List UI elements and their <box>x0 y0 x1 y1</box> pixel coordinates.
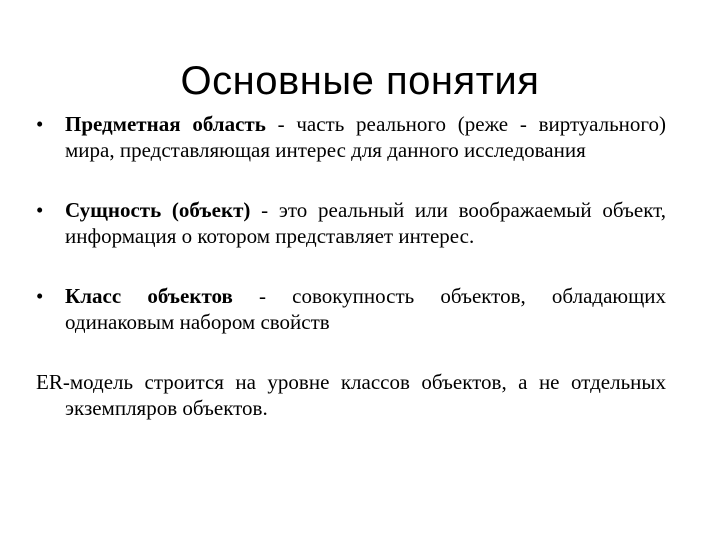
term-entity: Сущность (объект) <box>65 198 251 222</box>
bullet-icon: • <box>36 198 44 222</box>
closing-paragraph-wrap <box>36 369 666 421</box>
closing-paragraph: ER-модель строится на уровне классов объектов, а не отдельных экземпляров объектов. <box>36 370 666 420</box>
bullet-icon: • <box>36 284 44 308</box>
term-object-class: Класс объектов <box>65 284 233 308</box>
slide-body <box>36 111 666 421</box>
bullet-item-subject-area <box>36 111 666 163</box>
bullet-icon: • <box>36 112 44 136</box>
definition-object-class: - совокупность объектов, обладающих одинаковым набором свойств <box>65 284 666 334</box>
bullet-item-object-class <box>36 283 666 335</box>
bullet-item-entity <box>36 197 666 249</box>
definition-entity: - это реальный или воображаемый объект, информация о котором представляет интерес. <box>65 198 666 248</box>
slide-title: Основные понятия <box>180 59 540 103</box>
definition-subject-area: - часть реального (реже - виртуального) мира, представляющая интерес для данного исследования <box>65 112 666 162</box>
term-subject-area: Предметная область <box>65 112 266 136</box>
